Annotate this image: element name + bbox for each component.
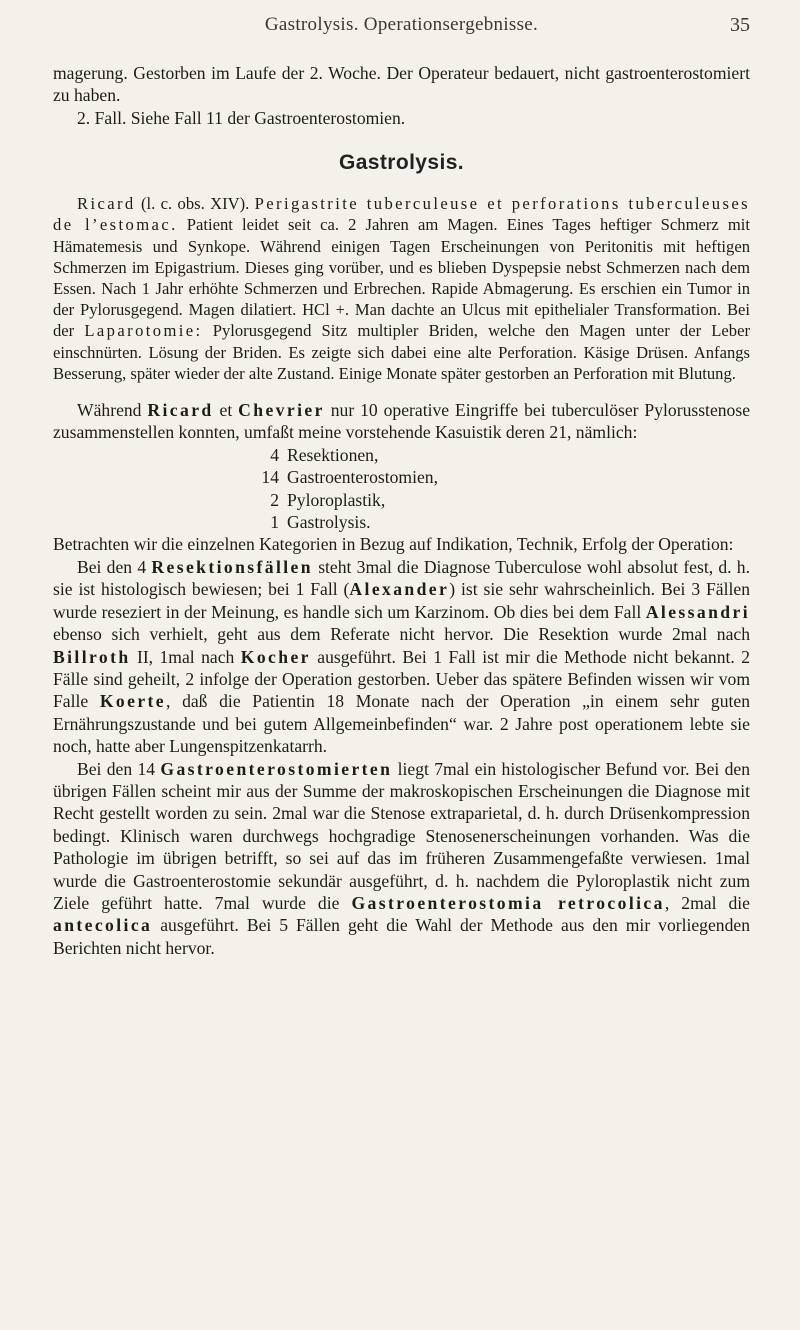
list-item <box>261 489 750 511</box>
case-text-2: Pylorusgegend Sitz multipler Briden, welche den Magen unter der Leber einschnürten. Lösung der Briden. Es zeigte sich dabei eine alte Perforation. Käsige Drüsen. Anfangs Besserung, später wieder der alte Zustand. Einige Monate später gestorben an Perforation mit Blutung. <box>53 321 750 383</box>
text-run: , daß die Patientin 18 Monate nach der Operation „in einem sehr guten Ernährungszustande und bei gutem Allgemeinbefinden“ war. 2 Jahre post operationem lebte sie noch, hatte aber Lungenspitzenkatarrh. <box>53 691 750 757</box>
intro-case-reference: 2. Fall. Siehe Fall 11 der Gastroenterostomien. <box>77 107 406 128</box>
summary-text-b: et <box>213 400 239 421</box>
list-item <box>261 466 750 488</box>
operation-count-list <box>261 444 750 534</box>
case-ref: (l. c. obs. XIV). <box>135 194 255 214</box>
running-title: Gastrolysis. Operationsergebnisse. <box>264 14 539 35</box>
item-count: 14 <box>261 467 279 488</box>
case-text-1: Patient leidet seit ca. 2 Jahren am Magen. Eines Tages heftiger Schmerz mit Hämatemesis und Synkope. Während einigen Tagen Erscheinungen von Peritonitis mit heftigen Schmerzen im Epigastrium. Dieses ging vorüber, und es blieben Dyspepsie nebst Schmerzen nach dem Essen. Nach 1 Jahr erhöhte Schmerzen und Erbrechen. Rapide Abmagerung. Es erschien ein Tumor in der Pylorusgegend. Magen dilatiert. HCl +. Man dachte an Ulcus mit epithelialer Transformation. Bei der <box>53 215 750 341</box>
author-koerte: Koerte <box>99 691 167 712</box>
categories-paragraph: Betrachten wir die einzelnen Kategorien in Bezug auf Indikation, Technik, Erfolg der Operation: <box>53 534 734 555</box>
item-count: 2 <box>270 489 279 510</box>
section-heading: Gastrolysis. <box>338 151 465 175</box>
intro-paragraph: magerung. Gestorben im Laufe der 2. Woche. Der Operateur bedauert, nicht gastroenterostomiert zu haben. <box>53 63 750 106</box>
author-chevrier: Chevrier <box>238 400 325 421</box>
item-label: Gastroenterostomien, <box>287 467 438 488</box>
running-head <box>53 14 750 44</box>
text-run: ) ist sie sehr wahrscheinlich. Bei 3 Fällen wurde reseziert in der Meinung, es handle sich um Karzinom. Ob dies bei dem Fall <box>53 579 750 622</box>
case-title: Perigastrite tuberculeuse et perforations tuberculeuses de l’estomac. <box>53 194 750 235</box>
author-billroth: Billroth <box>53 646 131 667</box>
summary-text-a: Während <box>77 400 148 421</box>
text-run: Bei den 14 <box>77 758 161 779</box>
summary-paragraph <box>53 399 750 444</box>
case-report <box>53 193 750 384</box>
text-run: Bei den 4 <box>77 556 152 577</box>
text-run: steht 3mal die Diagnose Tuberculose wohl absolut fest, d. h. sie ist histologisch bewiesen; bei 1 Fall ( <box>53 556 751 600</box>
term-antecolica: antecolica <box>53 915 153 936</box>
author-alexander: Alexander <box>349 579 450 600</box>
text-run: ebenso sich verhielt, geht aus dem Referate nicht hervor. Die Resektion wurde 2mal nach <box>53 624 750 645</box>
text-run: ausgeführt. Bei 1 Fall ist mir die Methode nicht bekannt. 2 Fälle sind geheilt, 2 infolge der Operation gestorben. Ueber das spätere Befinden wissen wir vom Falle <box>53 646 750 712</box>
term-gastroenterostomierten: Gastroenterostomierten <box>160 758 393 779</box>
item-count: 4 <box>270 444 279 465</box>
summary-text-c: nur 10 operative Eingriffe bei tuberculöser Pylorusstenose zusammenstellen konnten, umfaßt meine vorstehende Kasuistik deren 21, nämlich: <box>53 400 750 443</box>
item-count: 1 <box>270 512 279 533</box>
gastroenterostomy-paragraph <box>53 758 750 960</box>
list-item <box>261 511 750 533</box>
text-run: ausgeführt. Bei 5 Fällen geht die Wahl der Methode aus den mir vorliegenden Berichten nicht hervor. <box>53 915 750 958</box>
text-run: liegt 7mal ein histologischer Befund vor. Bei den übrigen Fällen scheint mir aus der Summe der makroskopischen Erscheinungen die Diagnose mit Recht gestellt worden zu sein. 2mal war die Stenose extraparietal, d. h. durch Drüsenkompression bedingt. Klinisch waren durchwegs hochgradige Stenosenerscheinungen vorhanden. Was die Pathologie im übrigen betrifft, so sei auf das im früheren Zusammengefaßte verwiesen. 1mal wurde die Gastroenterostomie sekundär ausgeführt, d. h. nachdem die Pyloroplastik nicht zum Ziele geführt hatte. 7mal wurde die <box>53 758 750 913</box>
author-ricard: Ricard <box>147 400 214 421</box>
term-resektionsfaellen: Resektionsfällen <box>151 556 313 577</box>
text-run: , 2mal die <box>664 892 750 913</box>
author-kocher: Kocher <box>240 646 311 667</box>
case-laparotomie: Laparotomie: <box>84 321 203 341</box>
item-label: Pyloroplastik, <box>287 489 386 510</box>
text-run: II, 1mal nach <box>130 646 241 667</box>
resection-paragraph <box>53 556 750 758</box>
author-alessandri: Alessandri <box>645 601 750 622</box>
case-paragraph <box>53 193 750 384</box>
term-retrocolica: Gastroenterostomia retrocolica <box>351 892 665 913</box>
case-author: Ricard <box>77 194 136 214</box>
item-label: Gastrolysis. <box>287 512 371 533</box>
page-number: 35 <box>730 14 750 36</box>
item-label: Resektionen, <box>287 444 379 465</box>
list-item <box>261 444 750 466</box>
